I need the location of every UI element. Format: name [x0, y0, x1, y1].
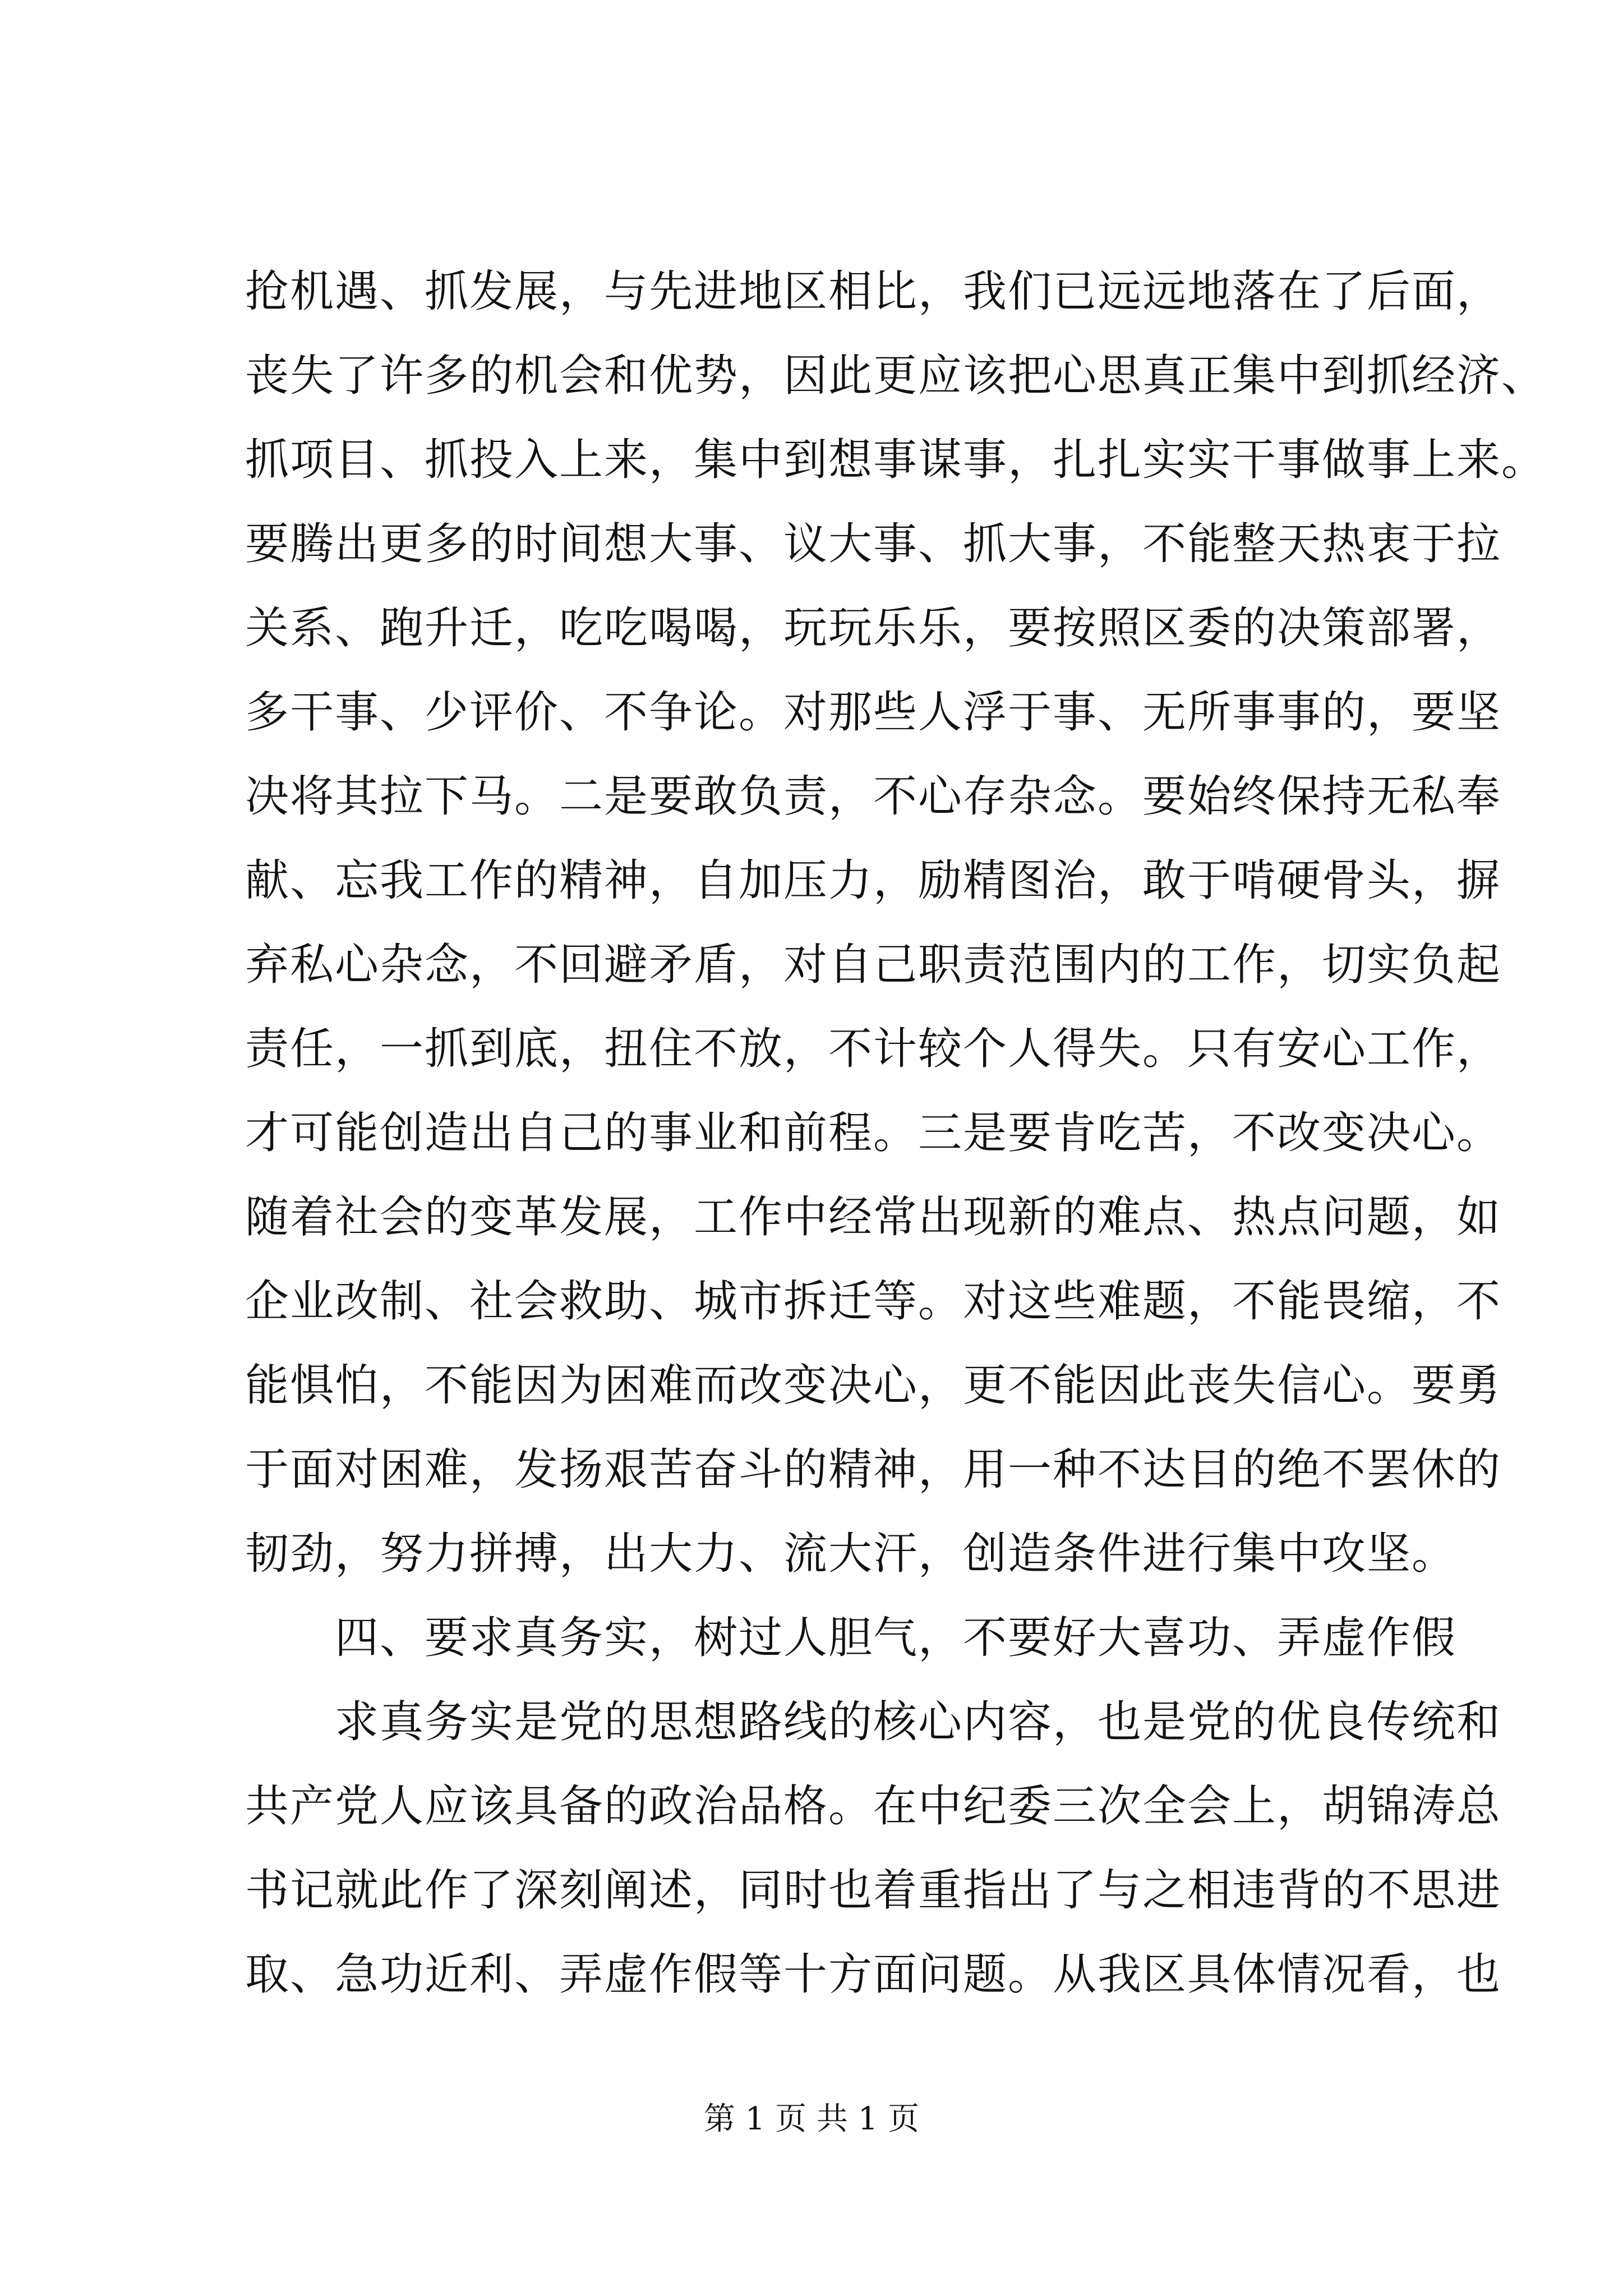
- document-body: [245, 250, 1547, 2017]
- text-line: 多干事、少评价、不争论。对那些人浮于事、无所事事的，要坚: [245, 687, 1502, 738]
- page-number-label: 第 1 页 共 1 页: [703, 2101, 920, 2137]
- text-line: 弃私心杂念，不回避矛盾，对自己职责范围内的工作，切实负起: [245, 940, 1502, 990]
- text-line: 才可能创造出自己的事业和前程。三是要肯吃苦，不改变决心。: [245, 1108, 1502, 1158]
- text-line: 献、忘我工作的精神，自加压力，励精图治，敢于啃硬骨头，摒: [245, 855, 1502, 906]
- page-footer: [0, 2097, 1623, 2142]
- text-line: 随着社会的变革发展，工作中经常出现新的难点、热点问题，如: [245, 1192, 1502, 1243]
- text-line: 责任，一抓到底，扭住不放，不计较个人得失。只有安心工作，: [245, 1024, 1502, 1074]
- text-line: 要腾出更多的时间想大事、议大事、抓大事，不能整天热衷于拉: [245, 519, 1502, 569]
- text-line: 决将其拉下马。二是要敢负责，不心存杂念。要始终保持无私奉: [245, 771, 1502, 822]
- section-heading: 四、要求真务实，树过人胆气，不要好大喜功、弄虚作假: [335, 1613, 1457, 1663]
- text-line: 抢机遇、抓发展，与先进地区相比，我们已远远地落在了后面，: [245, 266, 1502, 317]
- text-line: 书记就此作了深刻阐述，同时也着重指出了与之相违背的不思进: [245, 1865, 1502, 1916]
- text-line: 抓项目、抓投入上来，集中到想事谋事，扎扎实实干事做事上来。: [245, 435, 1547, 485]
- text-line: 于面对困难，发扬艰苦奋斗的精神，用一种不达目的绝不罢休的: [245, 1444, 1502, 1495]
- text-line: 丧失了许多的机会和优势，因此更应该把心思真正集中到抓经济、: [245, 351, 1547, 401]
- text-line: 企业改制、社会救助、城市拆迁等。对这些难题，不能畏缩，不: [245, 1276, 1502, 1327]
- paragraph-first-line: 求真务实是党的思想路线的核心内容，也是党的优良传统和: [335, 1697, 1502, 1747]
- text-line: 关系、跑升迁，吃吃喝喝，玩玩乐乐，要按照区委的决策部署，: [245, 603, 1502, 654]
- text-line: 共产党人应该具备的政治品格。在中纪委三次全会上，胡锦涛总: [245, 1781, 1502, 1832]
- text-line: 韧劲，努力拼搏，出大力、流大汗，创造条件进行集中攻坚。: [245, 1529, 1457, 1579]
- text-line: 能惧怕，不能因为困难而改变决心，更不能因此丧失信心。要勇: [245, 1360, 1502, 1411]
- text-line: 取、急功近利、弄虚作假等十方面问题。从我区具体情况看，也: [245, 1949, 1502, 2000]
